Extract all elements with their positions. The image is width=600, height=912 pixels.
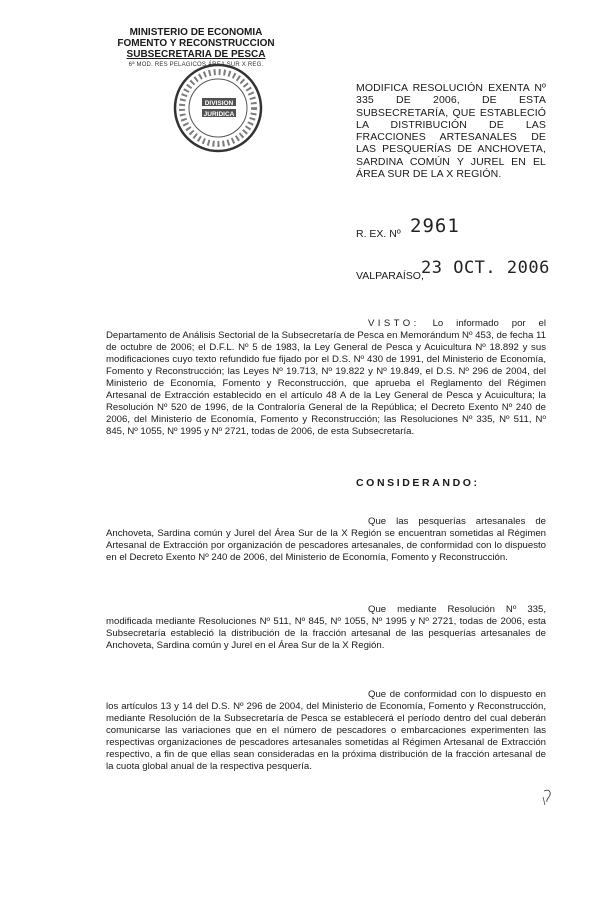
document-title: MODIFICA RESOLUCIÓN EXENTA Nº 335 DE 2006, DE ESTA SUBSECRETARÍA, QUE ESTABLECIÓ LA DISTRIBUCIÓN DE LAS FRACCIONES ARTESANALES DE LAS PESQUERÍAS DE ANCHOVETA, SARDINA COMÚN Y JUREL EN EL ÁREA SUR DE LA X REGIÓN. — [356, 82, 546, 181]
resolution-label: R. EX. Nº — [356, 228, 401, 240]
visto-paragraph — [106, 318, 546, 438]
undersecretariat-name: SUBSECRETARIA DE PESCA — [126, 49, 266, 60]
considerando-paragraph-1: Que las pesquerías artesanales de Anchoveta, Sardina común y Jurel del Área Sur de la X Región se encuentran sometidas al Régimen Artesanal de Extracción por organización de pescadores artesanales, de conformidad con lo dispuesto en el Decreto Exento Nº 240 de 2006, del Ministerio de Economía, Fomento y Reconstrucción. — [106, 516, 546, 563]
considerando-paragraph-2: Que mediante Resolución Nº 335, modificada mediante Resoluciones Nº 511, Nº 845, Nº 1055, Nº 1995 y Nº 2721, todas de 2006, esta Subsecretaría estableció la distribución de la fracción artesanal de las pesquerías artesanales de Anchoveta, Sardina común y Jurel en el Área Sur de la X Región. — [106, 604, 546, 651]
visto-lead: VISTO: — [368, 318, 420, 329]
ministry-subname: FOMENTO Y RECONSTRUCCION — [117, 38, 275, 49]
handwritten-mark — [541, 787, 555, 807]
date-stamp: 23 OCT. 2006 — [421, 258, 550, 278]
official-seal — [172, 62, 264, 154]
document-reference-code: 6ª MOD. RES PELAGICOS ÁREA SUR X REG. — [128, 62, 264, 68]
place-label: VALPARAÍSO, — [356, 270, 424, 282]
seal-text-juridica: JURIDICA — [203, 111, 235, 118]
considerando-paragraph-3: Que de conformidad con lo dispuesto en los artículos 13 y 14 del D.S. Nº 296 de 2004, del Ministerio de Economía, Fomento y Reconstrucción, mediante Resolución de la Subsecretaría de Pesca se establecerá el período dentro del cual deberán comunicarse las variaciones que en el número de pescadores o embarcaciones experimenten las respectivas organizaciones de pescadores artesanales sometidas al Régimen Artesanal de Extracción respectivo, a fin de que ellas sean consideradas en la próxima distribución de la fracción artesanal de la cuota global anual de la respectiva pesquería. — [106, 689, 546, 772]
considerando-heading: CONSIDERANDO: — [356, 477, 480, 489]
visto-text: Lo informado por el Departamento de Análisis Sectorial de la Subsecretaría de Pesca en Memorándum Nº 453, de fecha 11 de octubre de 2006; el D.F.L. Nº 5 de 1983, la Ley General de Pesca y Acuicultura Nº 18.892 y sus modificaciones cuyo texto refundido fue fijado por el D.S. Nº 430 de 1991, del Ministerio de Economía, Fomento y Reconstrucción; las Leyes Nº 19.713, Nº 19.822 y Nº 19.849, el D.S. Nº 296 de 2004, del Ministerio de Economía, Fomento y Reconstrucción, que aprueba el Reglamento del Régimen Artesanal de Extracción establecido en el artículo 48 A de la Ley General de Pesca y Acuicultura; la Resolución Nº 520 de 1996, de la Contraloría General de la República; el Decreto Exento Nº 240 de 2006, del Ministerio de Economía, Fomento y Reconstrucción; las Resoluciones Nº 335, Nº 511, Nº 845, Nº 1055, Nº 1995 y Nº 2721, todas de 2006, de esta Subsecretaría. — [106, 318, 546, 437]
resolution-number-stamp: 2961 — [410, 215, 460, 237]
ministry-name: MINISTERIO DE ECONOMIA — [129, 27, 263, 38]
seal-text-division: DIVISION — [204, 100, 234, 107]
